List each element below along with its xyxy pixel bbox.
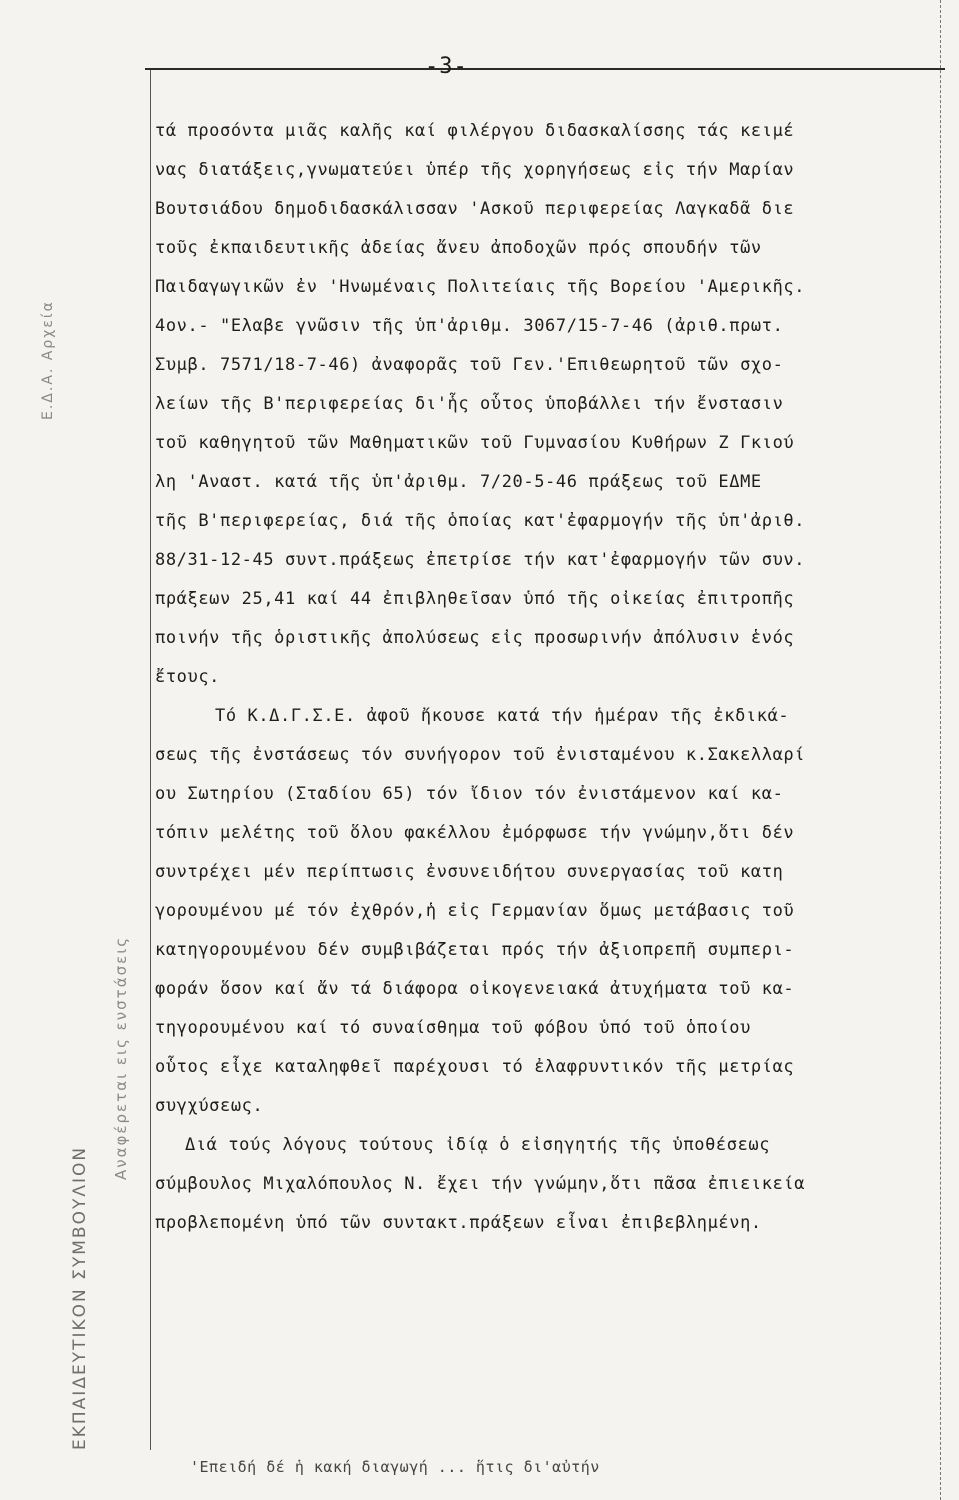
vertical-stamp-council: ΕΚΠΑΙΔΕΥΤΙΚΟΝ ΣΥΜΒΟΥΛΙΟΝ xyxy=(70,1145,90,1450)
text-line: κατηγορουμένου δέν συμβιβάζεται πρός τήν ἀξιοπρεπῆ συμπερι- xyxy=(155,940,795,960)
top-rule xyxy=(145,68,945,70)
page-number: -3- xyxy=(425,54,468,79)
continuation-line: 'Επειδή δέ ἡ κακή διαγωγή ... ἥτις δι'αὐτήν xyxy=(190,1458,600,1476)
text-line: λείων τῆς Β'περιφερείας δι'ἧς οὗτος ὑποβάλλει τήν ἔνστασιν xyxy=(155,394,784,414)
text-line: ου Σωτηρίου (Σταδίου 65) τόν ἴδιον τόν ἐνιστάμενον καί κα- xyxy=(155,784,784,804)
text-line: Παιδαγωγικῶν ἐν 'Ηνωμέναις Πολιτείαις τῆς Βορείου 'Αμερικῆς. xyxy=(155,277,806,297)
text-line-item-4: 4ον.- "Ελαβε γνῶσιν τῆς ὑπ'ἀριθμ. 3067/15-7-46 (ἀριθ.πρωτ. xyxy=(155,316,784,336)
text-line: τῆς Β'περιφερείας, διά τῆς ὁποίας κατ'ἐφαρμογήν τῆς ὑπ'ἀριθ. xyxy=(155,511,806,531)
text-line: προβλεπομένη ὑπό τῶν συντακτ.πράξεων εἶναι ἐπιβεβλημένη. xyxy=(155,1213,762,1233)
text-line: τοῦ καθηγητοῦ τῶν Μαθηματικῶν τοῦ Γυμνασίου Κυθήρων Ζ Γκιού xyxy=(155,433,795,453)
text-line: Βουτσιάδου δημοδιδασκάλισσαν 'Ασκοῦ περιφερείας Λαγκαδᾶ διε xyxy=(155,199,795,219)
text-line: σεως τῆς ἐνστάσεως τόν συνήγορον τοῦ ἐνισταμένου κ.Σακελλαρί xyxy=(155,745,806,765)
text-line: ἔτους. xyxy=(155,667,221,687)
text-line: τόπιν μελέτης τοῦ ὅλου φακέλλου ἐμόρφωσε τήν γνώμην,ὅτι δέν xyxy=(155,823,795,843)
vertical-stamp-reference: Αναφέρεται εις ενστάσεις xyxy=(112,935,130,1180)
text-line: οὗτος εἶχε καταληφθεῖ παρέχουσι τό ἐλαφρυντικόν τῆς μετρίας xyxy=(155,1057,795,1077)
left-margin-rule xyxy=(150,70,151,1450)
text-line: πράξεων 25,41 καί 44 ἐπιβληθεῖσαν ὑπό τῆς οἰκείας ἐπιτροπῆς xyxy=(155,589,795,609)
text-line: σύμβουλος Μιχαλόπουλος Ν. ἔχει τήν γνώμην,ὅτι πᾶσα ἐπιεικεία xyxy=(155,1174,806,1194)
text-line-paragraph-start: Τό Κ.Δ.Γ.Σ.Ε. ἀφοῦ ἤκουσε κατά τήν ἡμέραν τῆς ἐκδικά- xyxy=(215,706,790,726)
text-line-paragraph-start: Διά τούς λόγους τούτους ἰδίᾳ ὁ εἰσηγητής τῆς ὑποθέσεως xyxy=(185,1135,771,1155)
text-line: συγχύσεως. xyxy=(155,1096,264,1116)
document-body xyxy=(155,112,945,1243)
text-line: τηγορουμένου καί τό συναίσθημα τοῦ φόβου ὑπό τοῦ ὁποίου xyxy=(155,1018,751,1038)
text-line: γορουμένου μέ τόν ἐχθρόν,ἡ εἰς Γερμανίαν ὅμως μετάβασις τοῦ xyxy=(155,901,795,921)
text-line: νας διατάξεις,γνωματεύει ὑπέρ τῆς χορηγήσεως εἰς τήν Μαρίαν xyxy=(155,160,795,180)
text-line: φοράν ὅσον καί ἄν τά διάφορα οἰκογενειακά ἀτυχήματα τοῦ κα- xyxy=(155,979,795,999)
vertical-stamp-archive: Ε.Δ.Α. Αρχεία xyxy=(40,300,56,420)
text-line: λη 'Αναστ. κατά τῆς ὑπ'ἀριθμ. 7/20-5-46 πράξεως τοῦ ΕΔΜΕ xyxy=(155,472,762,492)
text-line: 88/31-12-45 συντ.πράξεως ἐπετρίσε τήν κατ'ἐφαρμογήν τῶν συν. xyxy=(155,550,806,570)
text-line: συντρέχει μέν περίπτωσις ἐνσυνειδήτου συνεργασίας τοῦ κατη xyxy=(155,862,784,882)
text-line: Συμβ. 7571/18-7-46) ἀναφορᾶς τοῦ Γεν.'Επιθεωρητοῦ τῶν σχο- xyxy=(155,355,784,375)
text-line: τά προσόντα μιᾶς καλῆς καί φιλέργου διδασκαλίσσης τάς κειμέ xyxy=(155,121,795,141)
text-line: ποινήν τῆς ὁριστικῆς ἀπολύσεως εἰς προσωρινήν ἀπόλυσιν ἑνός xyxy=(155,628,795,648)
text-line: τοῦς ἐκπαιδευτικῆς ἀδείας ἄνευ ἀποδοχῶν πρός σπουδήν τῶν xyxy=(155,238,762,258)
